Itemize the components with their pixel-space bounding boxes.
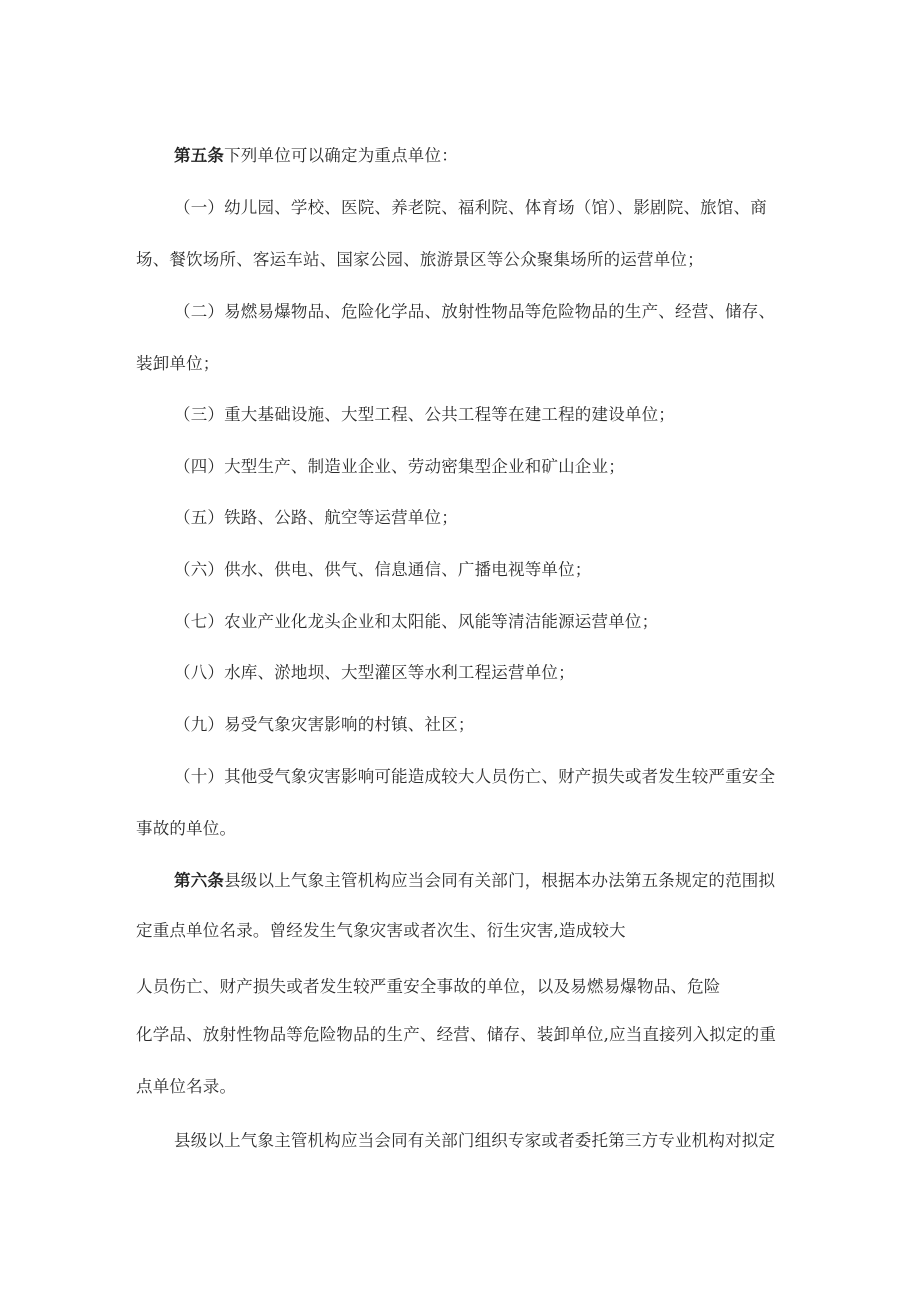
item-1-line-1: （一）幼儿园、学校、医院、养老院、福利院、体育场（馆）、影剧院、旅馆、商 <box>174 198 767 217</box>
item-3: （三）重大基础设施、大型工程、公共工程等在建工程的建设单位； <box>174 405 675 424</box>
article-6-line-3: 人员伤亡、财产损失或者发生较严重安全事故的单位，以及易燃易爆物品、危险 <box>136 977 721 996</box>
item-6: （六）供水、供电、供气、信息通信、广播电视等单位； <box>174 560 592 579</box>
article-5-heading <box>174 145 458 167</box>
item-10-line-1: （十）其他受气象灾害影响可能造成较大人员伤亡、财产损失或者发生较严重安全 <box>174 767 776 786</box>
item-1-line-2: 场、餐饮场所、客运车站、国家公园、旅游景区等公众聚集场所的运营单位； <box>136 250 704 269</box>
item-4: （四）大型生产、制造业企业、劳动密集型企业和矿山企业； <box>174 457 625 476</box>
article-6-line-5: 点单位名录。 <box>136 1077 237 1096</box>
article-6-line-1 <box>174 870 775 892</box>
item-9: （九）易受气象灾害影响的村镇、社区； <box>174 715 475 734</box>
item-5: （五）铁路、公路、航空等运营单位； <box>174 508 458 527</box>
article-6-number: 第六条 <box>174 871 225 890</box>
article-6-text-1: 县级以上气象主管机构应当会同有关部门，根据本办法第五条规定的范围拟 <box>224 871 776 890</box>
article-6-line-4: 化学品、放射性物品等危险物品的生产、经营、储存、装卸单位,应当直接列入拟定的重 <box>136 1025 777 1044</box>
article-5-intro: 下列单位可以确定为重点单位： <box>224 146 458 165</box>
paragraph-last-line: 县级以上气象主管机构应当会同有关部门组织专家或者委托第三方专业机构对拟定 <box>174 1131 776 1150</box>
article-6-line-2: 定重点单位名录。曾经发生气象灾害或者次生、衍生灾害,造成较大 <box>136 921 626 940</box>
item-2-line-1: （二）易燃易爆物品、危险化学品、放射性物品等危险物品的生产、经营、储存、 <box>174 302 776 321</box>
item-8: （八）水库、淤地坝、大型灌区等水利工程运营单位； <box>174 663 575 682</box>
article-5-number: 第五条 <box>174 146 225 165</box>
item-2-line-2: 装卸单位； <box>136 354 220 373</box>
item-7: （七）农业产业化龙头企业和太阳能、风能等清洁能源运营单位； <box>174 612 659 631</box>
item-10-line-2: 事故的单位。 <box>136 819 237 838</box>
